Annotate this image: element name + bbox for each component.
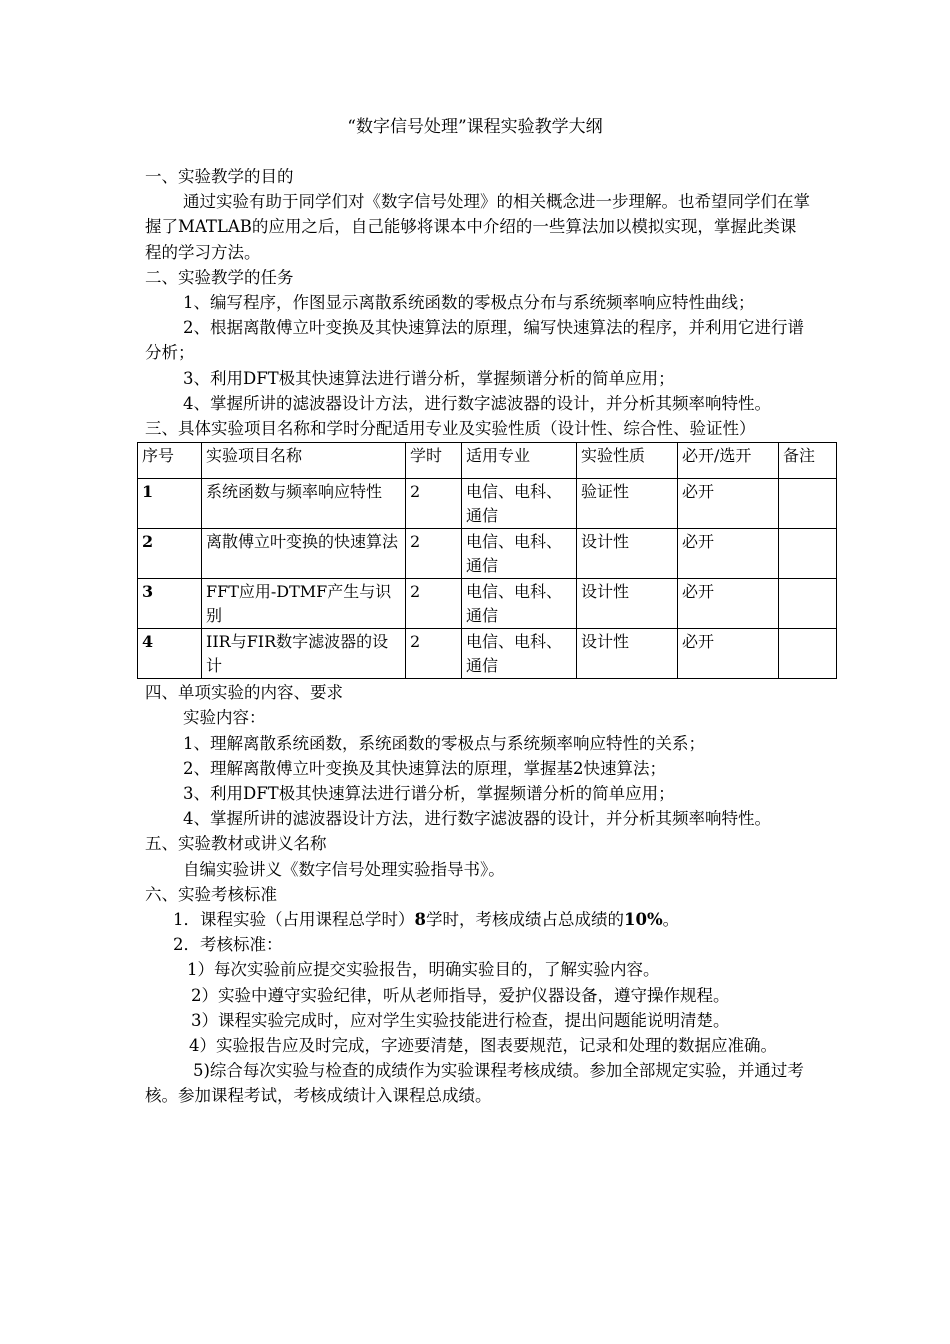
assessment-hours-text-a: 1．课程实验（占用课程总学时） bbox=[173, 910, 415, 930]
table-cell: 必开 bbox=[678, 629, 779, 679]
section-4-heading: 四、单项实验的内容、要求 bbox=[145, 683, 343, 703]
table-cell bbox=[779, 529, 837, 579]
table-cell: 2 bbox=[406, 579, 462, 629]
table-row bbox=[138, 529, 837, 579]
table-cell: 2 bbox=[406, 479, 462, 529]
table-cell: 2 bbox=[406, 629, 462, 679]
table-cell: IIR与FIR数字滤波器的设计 bbox=[202, 629, 406, 679]
criteria-item: 5)综合每次实验与检查的成绩作为实验课程考核成绩。参加全部规定实验，并通过考核。参加课程考试，考核成绩计入课程总成绩。 bbox=[145, 1061, 804, 1106]
section-3-heading: 三、具体实验项目名称和学时分配适用专业及实验性质（设计性、综合性、验证性） bbox=[145, 419, 756, 439]
criteria-item: 1）每次实验前应提交实验报告，明确实验目的，了解实验内容。 bbox=[187, 960, 660, 980]
table-cell: 系统函数与频率响应特性 bbox=[202, 479, 406, 529]
section-1-heading: 一、实验教学的目的 bbox=[145, 167, 294, 186]
table-cell: 设计性 bbox=[577, 579, 678, 629]
content-item: 2、理解离散傅立叶变换及其快速算法的原理，掌握基2快速算法； bbox=[183, 758, 666, 778]
table-cell: 电信、电科、通信 bbox=[462, 579, 577, 629]
table-row bbox=[138, 579, 837, 629]
section-5-paragraph: 自编实验讲义《数字信号处理实验指导书》。 bbox=[183, 859, 505, 879]
table-cell-index: 2 bbox=[138, 529, 202, 579]
table-cell bbox=[779, 579, 837, 629]
table-header-cell: 适用专业 bbox=[462, 443, 577, 479]
table-header-cell: 必开/选开 bbox=[678, 443, 779, 479]
content-item: 1、理解离散系统函数，系统函数的零极点与系统频率响应特性的关系； bbox=[183, 733, 705, 753]
section-6-heading: 六、实验考核标准 bbox=[145, 884, 277, 904]
task-item: 3、利用DFT极其快速算法进行谱分析，掌握频谱分析的简单应用； bbox=[183, 368, 675, 388]
task-item: 4、掌握所讲的滤波器设计方法，进行数字滤波器的设计，并分析其频率响特性。 bbox=[183, 393, 771, 413]
assessment-hours-text-c: 。 bbox=[662, 910, 680, 930]
content-item: 4、掌握所讲的滤波器设计方法，进行数字滤波器的设计，并分析其频率响特性。 bbox=[183, 809, 771, 829]
document-title: “数字信号处理”课程实验教学大纲 bbox=[347, 117, 603, 137]
table-cell bbox=[779, 629, 837, 679]
assessment-criteria-label: 2．考核标准： bbox=[173, 935, 283, 955]
table-cell: 设计性 bbox=[577, 529, 678, 579]
table-row bbox=[138, 479, 837, 529]
experiment-table bbox=[137, 442, 837, 679]
task-item: 2、根据离散傅立叶变换及其快速算法的原理，编写快速算法的程序，并利用它进行谱分析； bbox=[145, 318, 804, 363]
table-header-cell: 实验项目名称 bbox=[202, 443, 406, 479]
table-header-cell: 序号 bbox=[138, 443, 202, 479]
section-1-paragraph: 通过实验有助于同学们对《数字信号处理》的相关概念进一步理解。也希望同学们在掌握了MATLAB的应用之后，自己能够将课本中介绍的一些算法加以模拟实现，掌握此类课程的学习方法。 bbox=[145, 192, 810, 262]
table-cell-index: 3 bbox=[138, 579, 202, 629]
content-item: 3、利用DFT极其快速算法进行谱分析，掌握频谱分析的简单应用； bbox=[183, 784, 675, 804]
table-cell: FFT应用-DTMF产生与识别 bbox=[202, 579, 406, 629]
table-cell bbox=[779, 479, 837, 529]
table-header-cell: 学时 bbox=[406, 443, 462, 479]
assessment-hours-line bbox=[145, 907, 810, 932]
table-cell: 必开 bbox=[678, 579, 779, 629]
assessment-percent-value: 10% bbox=[623, 910, 663, 930]
table-cell-index: 4 bbox=[138, 629, 202, 679]
table-cell: 必开 bbox=[678, 529, 779, 579]
criteria-item: 3）课程实验完成时，应对学生实验技能进行检查，提出问题能说明清楚。 bbox=[191, 1010, 730, 1030]
table-cell: 设计性 bbox=[577, 629, 678, 679]
table-cell: 离散傅立叶变换的快速算法 bbox=[202, 529, 406, 579]
criteria-item: 2）实验中遵守实验纪律，听从老师指导，爱护仪器设备，遵守操作规程。 bbox=[191, 985, 730, 1005]
table-cell-index: 1 bbox=[138, 479, 202, 529]
table-cell: 必开 bbox=[678, 479, 779, 529]
criteria-item: 4）实验报告应及时完成，字迹要清楚，图表要规范，记录和处理的数据应准确。 bbox=[189, 1036, 777, 1056]
table-cell: 电信、电科、通信 bbox=[462, 529, 577, 579]
document-body bbox=[142, 164, 816, 1109]
table-cell: 验证性 bbox=[577, 479, 678, 529]
table-header-row bbox=[138, 443, 837, 479]
section-5-heading: 五、实验教材或讲义名称 bbox=[145, 834, 327, 854]
table-header-cell: 实验性质 bbox=[577, 443, 678, 479]
section-2-heading: 二、实验教学的任务 bbox=[145, 267, 294, 287]
section-4-subheading: 实验内容： bbox=[183, 708, 266, 728]
table-cell: 电信、电科、通信 bbox=[462, 479, 577, 529]
assessment-hours-text-b: 学时，考核成绩占总成绩的 bbox=[425, 910, 624, 930]
table-cell: 电信、电科、通信 bbox=[462, 629, 577, 679]
task-item: 1、编写程序，作图显示离散系统函数的零极点分布与系统频率响应特性曲线； bbox=[183, 293, 755, 313]
table-row bbox=[138, 629, 837, 679]
assessment-hours-value: 8 bbox=[414, 910, 426, 930]
table-header-cell: 备注 bbox=[779, 443, 837, 479]
table-cell: 2 bbox=[406, 529, 462, 579]
